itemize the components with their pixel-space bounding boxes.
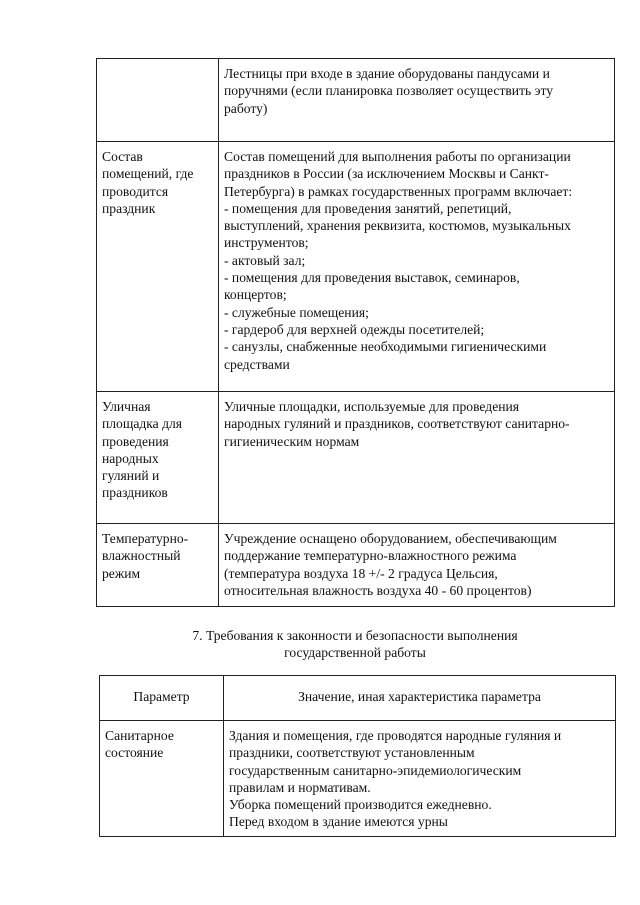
param-cell [100, 721, 224, 837]
table-row [97, 59, 615, 142]
value-cell [219, 392, 615, 524]
value-cell [224, 721, 616, 837]
value-cell [219, 524, 615, 607]
param-value: Учреждение оснащено оборудованием, обеспечивающим поддержание температурно-влажностного режима (температура воздуха 18 +/- 2 градуса Цельсия, относительная влажность воздуха 40 - 60 процентов) [224, 531, 557, 598]
table-header-row [100, 676, 616, 721]
param-label: Санитарное состояние [105, 728, 174, 761]
param-label: Уличная площадка для проведения народных гуляний и праздников [102, 399, 183, 501]
table-row [97, 392, 615, 524]
param-value: Здания и помещения, где проводятся народные гуляния и праздники, соответствуют установленным государственным санитарно-эпидемиологическим правилам и нормативам. Уборка помещений производится ежедневно. Перед входом в здание имеются урны [229, 728, 562, 830]
header-cell-param [100, 676, 224, 721]
value-cell [219, 142, 615, 392]
header-value-label: Значение, иная характеристика параметра [298, 689, 541, 704]
param-label [97, 59, 218, 69]
header-param-label: Параметр [133, 689, 190, 704]
section-heading: 7. Требования к законности и безопасности выполнения государственной работы [192, 628, 518, 661]
param-cell [97, 59, 219, 142]
param-cell [97, 142, 219, 392]
table-row [97, 142, 615, 392]
param-label: Температурно- влажностный режим [102, 531, 189, 581]
param-value: Лестницы при входе в здание оборудованы пандусами и поручнями (если планировка позволяет осуществить эту работу) [224, 66, 554, 116]
requirements-table [96, 58, 615, 607]
table-row [100, 721, 616, 837]
param-value: Уличные площадки, используемые для проведения народных гуляний и праздников, соответствуют санитарно- гигиеническим нормам [224, 399, 570, 449]
param-cell [97, 524, 219, 607]
legality-safety-table [99, 675, 616, 837]
param-cell [97, 392, 219, 524]
value-cell [219, 59, 615, 142]
header-cell-value [224, 676, 616, 721]
param-label: Состав помещений, где проводится праздник [102, 149, 194, 216]
table-row [97, 524, 615, 607]
param-value: Состав помещений для выполнения работы по организации праздников в России (за исключением Москвы и Санкт- Петербурга) в рамках государственных программ включает: - помещения для проведения занятий, репетиций, выступлений, хранения реквизита, костюмов, музыкальных инструментов; - актовый зал; - помещения для проведения выставок, семинаров, концертов; - служебные помещения; - гардероб для верхней одежды посетителей; - санузлы, снабженные необходимыми гигиеническими средствами [224, 149, 573, 372]
